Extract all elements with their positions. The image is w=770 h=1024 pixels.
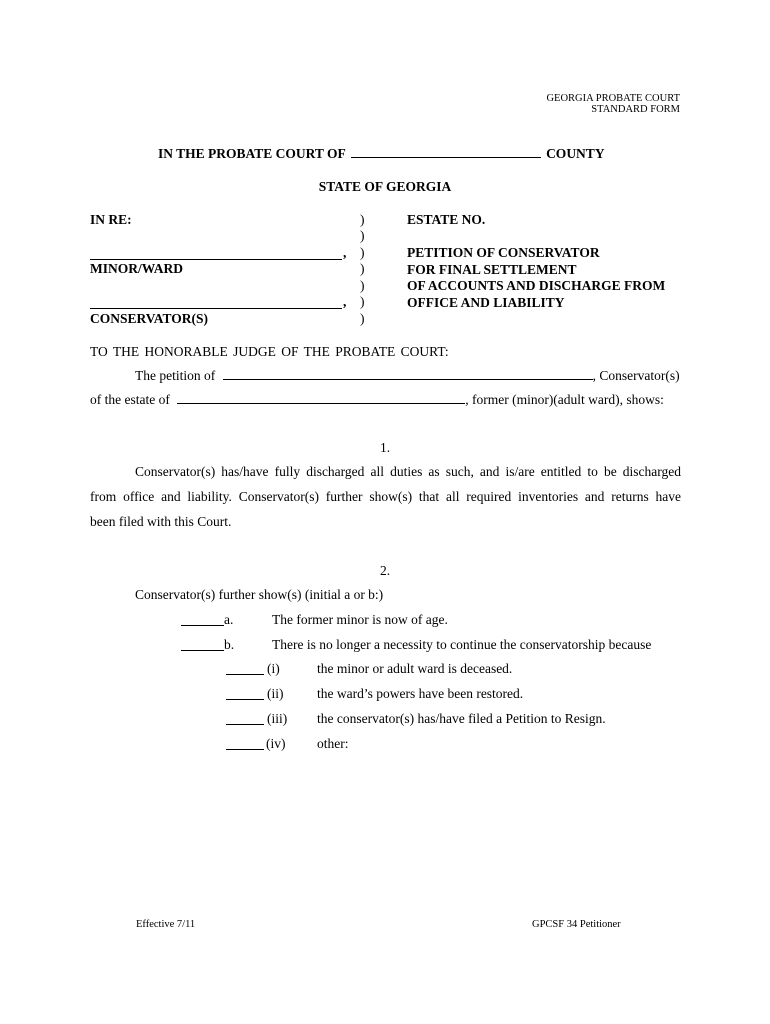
section-1-number: 1.: [379, 440, 391, 455]
conservators-suffix: , Conservator(s): [592, 368, 680, 383]
section-1-line-2: from office and liability. Conservator(s) further show(s) that all required inventories and returns have: [90, 489, 681, 504]
section-1-line-1: Conservator(s) has/have fully discharged all duties as such, and is/are entitled to be discharged: [135, 464, 681, 479]
paren: ): [360, 311, 365, 326]
paren: ): [360, 278, 365, 293]
footer-effective: Effective 7/11: [136, 919, 196, 930]
sub-option-ii-blank[interactable]: [226, 699, 264, 700]
former-suffix: , former (minor)(adult ward), shows:: [465, 392, 664, 407]
option-a-label: a.: [224, 612, 234, 627]
section-1-line-3: been filed with this Court.: [90, 514, 232, 529]
sub-option-ii-label: (ii): [267, 686, 284, 701]
petition-of-label: The petition of: [135, 368, 216, 383]
sub-option-iv-text: other:: [317, 736, 349, 751]
comma-2: ,: [343, 294, 347, 309]
paren: ): [360, 294, 365, 309]
header-line-2: STANDARD FORM: [591, 104, 680, 115]
court-prefix: IN THE PROBATE COURT OF: [158, 146, 346, 161]
in-re-label: IN RE:: [90, 212, 132, 227]
sub-option-ii-text: the ward’s powers have been restored.: [317, 686, 524, 701]
sub-option-iii-label: (iii): [267, 711, 288, 726]
minor-ward-label: MINOR/WARD: [90, 261, 183, 276]
estate-of-label: of the estate of: [90, 392, 170, 407]
sub-option-iii-blank[interactable]: [226, 724, 264, 725]
section-2-number: 2.: [379, 563, 391, 578]
petition-title-line: FOR FINAL SETTLEMENT: [407, 261, 577, 277]
minor-name-blank[interactable]: [90, 259, 342, 260]
petition-title-line: OFFICE AND LIABILITY: [407, 294, 565, 310]
county-blank[interactable]: [351, 156, 541, 158]
state-title: STATE OF GEORGIA: [318, 179, 452, 194]
petitioner-name-blank[interactable]: [223, 378, 593, 380]
paren: ): [360, 245, 365, 260]
comma-1: ,: [343, 245, 347, 260]
option-b-label: b.: [224, 637, 235, 652]
court-title: [158, 146, 605, 162]
paren: ): [360, 228, 365, 243]
conservator-name-blank[interactable]: [90, 308, 342, 309]
petition-title: [407, 245, 665, 311]
sub-option-i-blank[interactable]: [226, 674, 264, 675]
estate-no-label: ESTATE NO.: [407, 212, 486, 227]
sub-option-iv-label: (iv): [266, 736, 286, 751]
conservators-label: CONSERVATOR(S): [90, 311, 209, 326]
option-b-initial-blank[interactable]: [181, 650, 224, 651]
estate-of-line: [90, 392, 664, 408]
salutation: TO THE HONORABLE JUDGE OF THE PROBATE COURT:: [90, 344, 449, 359]
petition-title-line: OF ACCOUNTS AND DISCHARGE FROM: [407, 278, 666, 293]
section-2-intro: Conservator(s) further show(s) (initial a or b:): [135, 587, 384, 602]
sub-option-i-label: (i): [267, 661, 280, 676]
paren: ): [360, 212, 365, 227]
petition-title-line: PETITION OF CONSERVATOR: [407, 245, 600, 260]
header-line-1: GEORGIA PROBATE COURT: [546, 93, 680, 104]
sub-option-iv-blank[interactable]: [226, 749, 264, 750]
estate-name-blank[interactable]: [177, 402, 465, 404]
petition-of-line: [135, 368, 680, 384]
option-b-text: There is no longer a necessity to continue the conservatorship because: [272, 637, 652, 652]
sub-option-i-text: the minor or adult ward is deceased.: [317, 661, 513, 676]
option-a-text: The former minor is now of age.: [272, 612, 448, 627]
form-header: [546, 93, 680, 115]
option-a-initial-blank[interactable]: [181, 625, 224, 626]
sub-option-iii-text: the conservator(s) has/have filed a Petition to Resign.: [317, 711, 606, 726]
footer-form-number: GPCSF 34 Petitioner: [532, 919, 621, 930]
court-suffix: COUNTY: [546, 146, 605, 161]
paren: ): [360, 261, 365, 276]
